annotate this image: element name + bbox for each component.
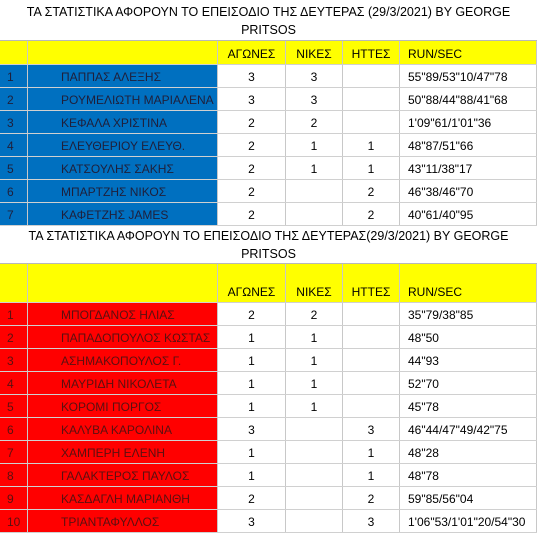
table-row: [0, 134, 537, 157]
table-row: [0, 349, 537, 372]
rank-cell: 2: [0, 326, 28, 348]
wins-cell: 3: [286, 65, 343, 87]
rank-cell: 9: [0, 487, 28, 509]
section1-title: [0, 0, 537, 41]
wins-cell: [286, 180, 343, 202]
losses-cell: 1: [343, 441, 400, 463]
run-cell: 50"88/44"88/41"68: [400, 88, 537, 110]
section1-body: [0, 65, 537, 226]
name-cell: ΚΟΡΟΜΙ ΠΟΡΓΟΣ: [28, 395, 218, 417]
games-cell: 2: [218, 203, 286, 225]
wins-cell: [286, 510, 343, 532]
name-cell: ΑΣΗΜΑΚΟΠΟΥΛΟΣ Γ.: [28, 349, 218, 371]
wins-cell: [286, 441, 343, 463]
table-row: [0, 88, 537, 111]
run-cell: 45"78: [400, 395, 537, 417]
games-cell: 1: [218, 326, 286, 348]
wins-cell: 2: [286, 111, 343, 133]
header-losses: ΗΤΤΕΣ: [343, 41, 400, 64]
games-cell: 1: [218, 441, 286, 463]
name-cell: ΚΕΦΑΛΑ ΧΡΙΣΤΙΝΑ: [28, 111, 218, 133]
run-cell: 48"50: [400, 326, 537, 348]
run-cell: 40"61/40"95: [400, 203, 537, 225]
losses-cell: 3: [343, 418, 400, 440]
table-row: [0, 180, 537, 203]
losses-cell: [343, 395, 400, 417]
section1-title-line2: PRITSOS: [241, 23, 296, 37]
table-row: [0, 464, 537, 487]
run-cell: 52"70: [400, 372, 537, 394]
table-row: [0, 303, 537, 326]
wins-cell: [286, 487, 343, 509]
name-cell: ΕΛΕΥΘΕΡΙΟΥ ΕΛΕΥΘ.: [28, 134, 218, 156]
name-cell: ΡΟΥΜΕΛΙΩΤΗ ΜΑΡΙΑΛΕΝΑ: [28, 88, 218, 110]
section2-header-row: [0, 264, 537, 303]
run-cell: 43"11/38"17: [400, 157, 537, 179]
name-cell: ΜΠΟΓΔΑΝΟΣ ΗΛΙΑΣ: [28, 303, 218, 325]
wins-cell: 1: [286, 326, 343, 348]
losses-cell: [343, 303, 400, 325]
rank-cell: 1: [0, 65, 28, 87]
wins-cell: 3: [286, 88, 343, 110]
table-row: [0, 326, 537, 349]
games-cell: 2: [218, 487, 286, 509]
run-cell: 46"44/47"49/42"75: [400, 418, 537, 440]
run-cell: 46"38/46"70: [400, 180, 537, 202]
name-cell: ΚΑΦΕΤΖΗΣ JAMES: [28, 203, 218, 225]
rank-cell: 3: [0, 111, 28, 133]
table-row: [0, 157, 537, 180]
name-cell: ΠΑΠΑΔΟΠΟΥΛΟΣ ΚΩΣΤΑΣ: [28, 326, 218, 348]
losses-cell: [343, 372, 400, 394]
rank-cell: 6: [0, 418, 28, 440]
losses-cell: [343, 111, 400, 133]
table-row: [0, 418, 537, 441]
games-cell: 2: [218, 303, 286, 325]
name-cell: ΤΡΙΑΝΤΑΦΥΛΛΟΣ: [28, 510, 218, 532]
games-cell: 1: [218, 464, 286, 486]
wins-cell: [286, 418, 343, 440]
rank-cell: 2: [0, 88, 28, 110]
header-losses: ΗΤΤΕΣ: [343, 264, 400, 302]
section1-header-row: [0, 41, 537, 65]
rank-cell: 4: [0, 134, 28, 156]
run-cell: 1'09"61/1'01"36: [400, 111, 537, 133]
losses-cell: [343, 65, 400, 87]
section2-title-line2: PRITSOS: [241, 247, 296, 261]
losses-cell: 2: [343, 180, 400, 202]
games-cell: 1: [218, 372, 286, 394]
name-cell: ΧΑΜΠΕΡΗ ΕΛΕΝΗ: [28, 441, 218, 463]
losses-cell: 1: [343, 464, 400, 486]
rank-cell: 1: [0, 303, 28, 325]
rank-cell: 6: [0, 180, 28, 202]
header-rank-cell: [0, 41, 28, 64]
header-games: ΑΓΩΝΕΣ: [218, 41, 286, 64]
rank-cell: 8: [0, 464, 28, 486]
rank-cell: 3: [0, 349, 28, 371]
section1-title-line1: ΤΑ ΣΤΑΤΙΣΤΙΚΑ ΑΦΟΡΟΥΝ ΤΟ ΕΠΕΙΣΟΔΙΟ ΤΗΣ ΔΕΥΤΕΡΑΣ (29/3/2021) BY GEORGE: [26, 5, 511, 19]
header-games: ΑΓΩΝΕΣ: [218, 264, 286, 302]
losses-cell: 1: [343, 157, 400, 179]
run-cell: 1'06"53/1'01"20/54"30: [400, 510, 537, 532]
games-cell: 2: [218, 111, 286, 133]
wins-cell: 1: [286, 134, 343, 156]
table-row: [0, 65, 537, 88]
header-rank-cell: [0, 264, 28, 302]
losses-cell: 3: [343, 510, 400, 532]
run-cell: 59"85/56"04: [400, 487, 537, 509]
wins-cell: 1: [286, 372, 343, 394]
name-cell: ΠΑΠΠΑΣ ΑΛΕΞΗΣ: [28, 65, 218, 87]
section2-title-line1: ΤΑ ΣΤΑΤΙΣΤΙΚΑ ΑΦΟΡΟΥΝ ΤΟ ΕΠΕΙΣΟΔΙΟ ΤΗΣ ΔΕΥΤΕΡΑΣ(29/3/2021) BY GEORGE: [28, 229, 509, 243]
games-cell: 2: [218, 134, 286, 156]
games-cell: 2: [218, 157, 286, 179]
wins-cell: 1: [286, 395, 343, 417]
name-cell: ΚΑΤΣΟΥΛΗΣ ΣΑΚΗΣ: [28, 157, 218, 179]
wins-cell: 1: [286, 157, 343, 179]
header-name-cell: [28, 264, 218, 302]
losses-cell: [343, 88, 400, 110]
wins-cell: [286, 203, 343, 225]
losses-cell: 2: [343, 487, 400, 509]
run-cell: 48"28: [400, 441, 537, 463]
table-row: [0, 203, 537, 226]
name-cell: ΜΠΑΡΤΖΗΣ ΝΙΚΟΣ: [28, 180, 218, 202]
games-cell: 2: [218, 180, 286, 202]
games-cell: 3: [218, 418, 286, 440]
run-cell: 44"93: [400, 349, 537, 371]
rank-cell: 10: [0, 510, 28, 532]
wins-cell: 2: [286, 303, 343, 325]
table-row: [0, 111, 537, 134]
losses-cell: 2: [343, 203, 400, 225]
name-cell: ΚΑΛΥΒΑ ΚΑΡΟΛΙΝΑ: [28, 418, 218, 440]
section2-title: [0, 226, 537, 264]
name-cell: ΚΑΣΔΑΓΛΗ ΜΑΡΙΑΝΘΗ: [28, 487, 218, 509]
rank-cell: 7: [0, 203, 28, 225]
games-cell: 1: [218, 395, 286, 417]
losses-cell: [343, 349, 400, 371]
rank-cell: 7: [0, 441, 28, 463]
wins-cell: 1: [286, 349, 343, 371]
header-wins: ΝΙΚΕΣ: [286, 41, 343, 64]
name-cell: ΜΑΥΡΙΔΗ ΝΙΚΟΛΕΤΑ: [28, 372, 218, 394]
header-wins: ΝΙΚΕΣ: [286, 264, 343, 302]
games-cell: 1: [218, 349, 286, 371]
table-row: [0, 510, 537, 533]
losses-cell: [343, 326, 400, 348]
header-name-cell: [28, 41, 218, 64]
rank-cell: 4: [0, 372, 28, 394]
run-cell: 48"78: [400, 464, 537, 486]
table-row: [0, 395, 537, 418]
table-row: [0, 441, 537, 464]
run-cell: 55"89/53"10/47"78: [400, 65, 537, 87]
wins-cell: [286, 464, 343, 486]
name-cell: ΓΑΛΑΚΤΕΡΟΣ ΠΑΥΛΟΣ: [28, 464, 218, 486]
table-row: [0, 372, 537, 395]
rank-cell: 5: [0, 157, 28, 179]
rank-cell: 5: [0, 395, 28, 417]
run-cell: 35"79/38"85: [400, 303, 537, 325]
games-cell: 3: [218, 510, 286, 532]
games-cell: 3: [218, 88, 286, 110]
header-run: RUN/SEC: [400, 41, 537, 64]
games-cell: 3: [218, 65, 286, 87]
header-run: RUN/SEC: [400, 264, 537, 302]
losses-cell: 1: [343, 134, 400, 156]
run-cell: 48"87/51"66: [400, 134, 537, 156]
